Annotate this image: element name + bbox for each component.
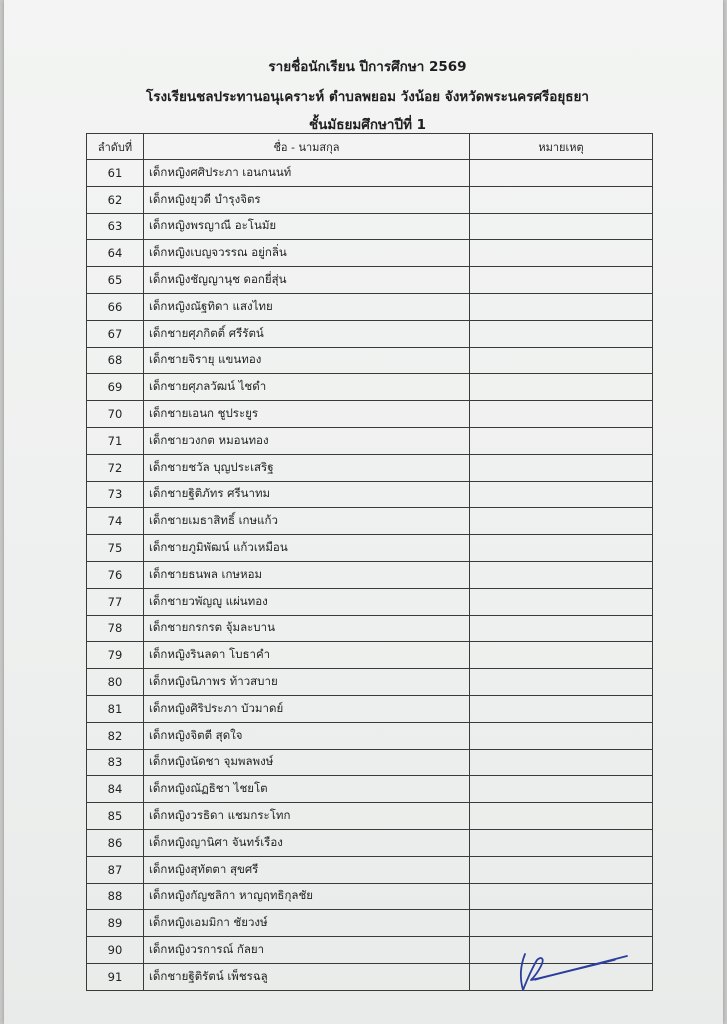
signature-mark — [515, 950, 630, 992]
remark-cell — [470, 561, 653, 588]
row-number: 88 — [87, 883, 144, 910]
table-row — [87, 293, 653, 320]
remark-cell — [470, 695, 653, 722]
remark-cell — [470, 427, 653, 454]
column-header-name: ชื่อ - นามสกุล — [144, 134, 470, 160]
student-name: เด็กหญิงวรธิดา แชมกระโทก — [144, 803, 470, 830]
row-number: 70 — [87, 401, 144, 428]
remark-cell — [470, 883, 653, 910]
row-number: 83 — [87, 749, 144, 776]
row-number: 75 — [87, 535, 144, 562]
student-name: เด็กหญิงยุวดี บำรุงจิตร — [144, 186, 470, 213]
row-number: 74 — [87, 508, 144, 535]
row-number: 65 — [87, 267, 144, 294]
remark-cell — [470, 910, 653, 937]
row-number: 62 — [87, 186, 144, 213]
table-row — [87, 186, 653, 213]
table-row — [87, 160, 653, 187]
remark-cell — [470, 320, 653, 347]
row-number: 81 — [87, 695, 144, 722]
student-name: เด็กชายชวัล บุญประเสริฐ — [144, 454, 470, 481]
row-number: 73 — [87, 481, 144, 508]
row-number: 91 — [87, 963, 144, 990]
remark-cell — [470, 535, 653, 562]
table-row — [87, 561, 653, 588]
student-name: เด็กหญิงนิภาพร ท้าวสบาย — [144, 669, 470, 696]
student-name: เด็กหญิงวรการณ์ กัลยา — [144, 937, 470, 964]
remark-cell — [470, 481, 653, 508]
row-number: 69 — [87, 374, 144, 401]
table-row — [87, 749, 653, 776]
remark-cell — [470, 454, 653, 481]
row-number: 84 — [87, 776, 144, 803]
remark-cell — [470, 642, 653, 669]
student-table — [86, 133, 653, 991]
student-name: เด็กหญิงรินลดา โบธาคำ — [144, 642, 470, 669]
row-number: 71 — [87, 427, 144, 454]
student-name: เด็กชายศุภลวัฒน์ ไชดำ — [144, 374, 470, 401]
student-name: เด็กชายฐิติภัทร ศรีนาทม — [144, 481, 470, 508]
table-row — [87, 454, 653, 481]
remark-cell — [470, 160, 653, 187]
table-row — [87, 803, 653, 830]
student-name: เด็กหญิงศิริประภา บัวมาดย์ — [144, 695, 470, 722]
row-number: 80 — [87, 669, 144, 696]
remark-cell — [470, 293, 653, 320]
table-row — [87, 401, 653, 428]
table-row — [87, 374, 653, 401]
remark-cell — [470, 186, 653, 213]
student-name: เด็กหญิงณัฐทิดา แสงไทย — [144, 293, 470, 320]
row-number: 78 — [87, 615, 144, 642]
row-number: 87 — [87, 856, 144, 883]
remark-cell — [470, 749, 653, 776]
row-number: 64 — [87, 240, 144, 267]
student-name: เด็กชายกรกรต จุ้มละบาน — [144, 615, 470, 642]
table-row — [87, 669, 653, 696]
remark-cell — [470, 776, 653, 803]
table-header-row — [87, 134, 653, 160]
student-name: เด็กหญิงเอมมิกา ชัยวงษ์ — [144, 910, 470, 937]
row-number: 66 — [87, 293, 144, 320]
student-name: เด็กชายวงกต หมอนทอง — [144, 427, 470, 454]
student-name: เด็กหญิงเบญจวรรณ อยู่กลิ่น — [144, 240, 470, 267]
student-name: เด็กชายศุภกิตติ์ ศรีรัตน์ — [144, 320, 470, 347]
remark-cell — [470, 669, 653, 696]
table-row — [87, 427, 653, 454]
student-name: เด็กชายเอนก ชูประยูร — [144, 401, 470, 428]
table-row — [87, 347, 653, 374]
remark-cell — [470, 615, 653, 642]
row-number: 89 — [87, 910, 144, 937]
remark-cell — [470, 240, 653, 267]
row-number: 63 — [87, 213, 144, 240]
table-row — [87, 535, 653, 562]
remark-cell — [470, 267, 653, 294]
column-header-no: ลำดับที่ — [87, 134, 144, 160]
row-number: 79 — [87, 642, 144, 669]
table-row — [87, 910, 653, 937]
student-name: เด็กหญิงสุทัตตา สุขศรี — [144, 856, 470, 883]
table-row — [87, 320, 653, 347]
table-row — [87, 856, 653, 883]
student-name: เด็กชายวพัญญู แผ่นทอง — [144, 588, 470, 615]
table-row — [87, 481, 653, 508]
student-name: เด็กหญิงศศิประภา เอนกนนท์ — [144, 160, 470, 187]
remark-cell — [470, 829, 653, 856]
table-row — [87, 213, 653, 240]
table-row — [87, 776, 653, 803]
table-row — [87, 722, 653, 749]
remark-cell — [470, 347, 653, 374]
grade-level: ชั้นมัธยมศึกษาปีที่ 1 — [308, 117, 427, 133]
row-number: 68 — [87, 347, 144, 374]
remark-cell — [470, 213, 653, 240]
student-name: เด็กหญิงพรญาณี อะโนมัย — [144, 213, 470, 240]
remark-cell — [470, 401, 653, 428]
student-name: เด็กชายจิรายุ แขนทอง — [144, 347, 470, 374]
remark-cell — [470, 803, 653, 830]
student-name: เด็กชายธนพล เกษหอม — [144, 561, 470, 588]
remark-cell — [470, 588, 653, 615]
student-name: เด็กหญิงณัฏธิชา ไชยโต — [144, 776, 470, 803]
remark-cell — [470, 374, 653, 401]
table-row — [87, 588, 653, 615]
table-row — [87, 883, 653, 910]
school-name: โรงเรียนชลประทานอนุเคราะห์ ตำบลพยอม วังน้อย จังหวัดพระนครศรีอยุธยา — [145, 89, 590, 105]
table-row — [87, 267, 653, 294]
table-row — [87, 829, 653, 856]
remark-cell — [470, 722, 653, 749]
row-number: 67 — [87, 320, 144, 347]
row-number: 77 — [87, 588, 144, 615]
table-row — [87, 508, 653, 535]
student-name: เด็กหญิงชัญญานุช ดอกยี่สุ่น — [144, 267, 470, 294]
table-row — [87, 240, 653, 267]
column-header-remark: หมายเหตุ — [470, 134, 653, 160]
row-number: 76 — [87, 561, 144, 588]
row-number: 61 — [87, 160, 144, 187]
row-number: 82 — [87, 722, 144, 749]
table-row — [87, 642, 653, 669]
row-number: 90 — [87, 937, 144, 964]
document-title: รายชื่อนักเรียน ปีการศึกษา 2569 — [268, 59, 467, 75]
student-name: เด็กชายภูมิพัฒน์ แก้วเหมือน — [144, 535, 470, 562]
remark-cell — [470, 856, 653, 883]
student-name: เด็กหญิงญานิศา จันทร์เรือง — [144, 829, 470, 856]
remark-cell — [470, 508, 653, 535]
row-number: 85 — [87, 803, 144, 830]
student-name: เด็กชายฐิติรัตน์ เพ็ชรฉลู — [144, 963, 470, 990]
table-row — [87, 695, 653, 722]
student-name: เด็กหญิงนัดชา จุมพลพงษ์ — [144, 749, 470, 776]
row-number: 72 — [87, 454, 144, 481]
student-name: เด็กชายเมธาสิทธิ์ เกษแก้ว — [144, 508, 470, 535]
row-number: 86 — [87, 829, 144, 856]
student-name: เด็กหญิงจิตตี สุดใจ — [144, 722, 470, 749]
student-name: เด็กหญิงกัญชลิกา หาญฤทธิกุลชัย — [144, 883, 470, 910]
table-row — [87, 615, 653, 642]
